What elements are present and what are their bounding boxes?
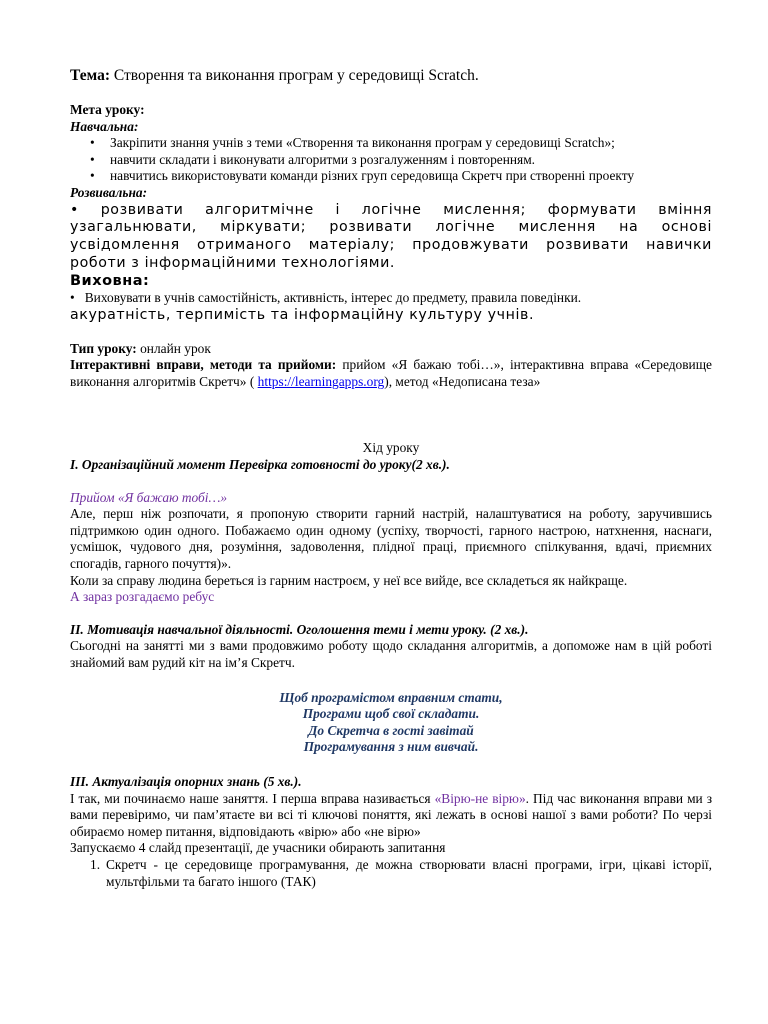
interactive-label: Інтерактивні вправи, методи та прийоми: [70,357,337,373]
upbringing-text-body: Виховувати в учнів самостійність, активність, інтерес до предмету, правила поведінки. [84,290,582,306]
bullet-icon: • [70,201,101,218]
poem-line: До Скретча в гості завітай [308,722,474,738]
section1-heading: І. Організаційний момент Перевірка готовності до уроку(2 хв.). [70,457,450,473]
theme-text: Створення та виконання програм у середовищі Scratch. [113,67,479,84]
exercise-name: «Вірю-не вірю» [434,790,526,806]
section3-heading: ІІІ. Актуалізація опорних знань (5 хв.). [70,773,302,789]
list-item-text: навчити складати і виконувати алгоритми з розгалуженням і повторенням. [110,151,536,167]
theme-label: Тема: [70,67,110,84]
learningapps-link[interactable]: https://learningapps.org [257,373,385,389]
list-item [90,135,712,152]
list-item [90,152,712,169]
section3-text-after: . Під час виконання вправи ми з вами перевіримо, чи пам’ятаєте ви всі ті ключові поняття, які лежать в основі нашої з вами роботи? По черзі обираємо номер питання, відповідають «вірю» або «не вірю» [70,790,713,839]
goals-heading: Мета уроку: [70,102,145,117]
developmental-text [70,202,712,273]
section1-para1: Але, перш ніж розпочати, я пропоную створити гарний настрій, налаштуватися на роботу, заручившись підтримкою один одного. Побажаємо один одному (успіху, творчості, гарного настрою, натхнення, наснаги, усмішок, чудового дня, розуміння, задоволення, плідної праці, приємного спілкування, вдачі, приємних спогадів, гарного почуття)». [70,506,712,572]
list-item [90,168,712,185]
lesson-theme [70,66,712,86]
technique-title: Прийом «Я бажаю тобі…» [70,489,228,505]
section1-para2: Коли за справу людина береться із гарним настроєм, у неї все вийде, все складеться як найкраще. [70,572,628,588]
poem-line: Програмування з ним вивчай. [303,739,479,755]
educational-list [70,135,712,185]
interactive-text-before: прийом «Я бажаю тобі…», інтерактивна вправа «Середовище виконання алгоритмів Скретч» ( [70,357,712,389]
lesson-type-value: онлайн урок [140,340,211,356]
interactive-methods [70,357,712,390]
slide-note: Запускаємо 4 слайд презентації, де учасники обирають запитання [70,840,446,856]
question-number: 1. [90,856,101,872]
document-page [70,66,712,890]
upbringing-label: Виховна: [70,273,150,290]
bullet-icon: • [70,290,85,306]
lesson-type [70,341,712,358]
course-heading: Хід уроку [362,440,420,456]
section2-heading: ІІ. Мотивація навчальної діяльності. Оголошення теми і мети уроку. (2 хв.). [70,621,529,637]
list-item-text: Закріпити знання учнів з теми «Створення та виконання програм у середовищі Scratch»; [110,135,615,151]
poem-line: Програми щоб свої складати. [302,706,480,722]
lesson-type-label: Тип уроку: [70,340,137,356]
questions-list [70,857,712,890]
poem [70,690,712,756]
bullet-icon: • [90,151,95,167]
bullet-icon: • [90,135,95,151]
developmental-text-body: розвивати алгоритмічне і логічне мислення; формувати вміння узагальнювати, міркувати; розвивати логічне мислення на основі усвідомлення отриманого матеріалу; продовжувати розвивати навички роботи з інформаційними технологіями. [70,201,712,271]
section3-para [70,791,712,841]
list-item-text: навчитись використовувати команди різних груп середовища Скретч при створенні проекту [110,168,635,184]
question-text: Скретч - це середовище програмування, де можна створювати власні програми, ігри, цікаві історії, мультфільми та багато іншого (ТАК) [106,856,712,889]
section2-para: Сьогодні на занятті ми з вами продовжимо роботу щодо складання алгоритмів, а допоможе нам в цій роботі знайомий вам рудий кіт на ім’я Скретч. [70,638,712,670]
poem-line: Щоб програмістом вправним стати, [279,689,503,705]
rebus-text: А зараз розгадаємо ребус [70,589,215,605]
interactive-text-after: ), метод «Недописана теза» [384,373,541,389]
educational-label: Навчальна: [70,118,139,134]
upbringing-text-1 [70,290,712,307]
bullet-icon: • [90,168,95,184]
upbringing-text-2: акуратність, терпимість та інформаційну культуру учнів. [70,306,535,323]
question-item [70,857,712,890]
developmental-label: Розвивальна: [70,184,148,200]
section3-text-before: І так, ми починаємо наше заняття. І перша вправа називається [70,790,435,806]
